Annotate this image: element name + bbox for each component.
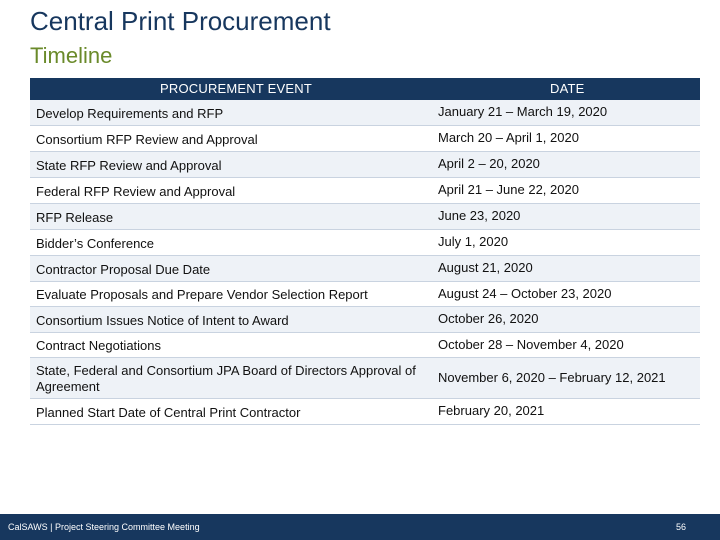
table-header [30,78,700,100]
date-cell: October 26, 2020 [438,311,539,326]
table-row [30,126,700,152]
date-cell: August 24 – October 23, 2020 [438,286,612,301]
page-number: 56 [675,522,686,532]
date-cell: February 20, 2021 [438,403,545,418]
table-row [30,399,700,425]
footer-meeting-label: CalSAWS | Project Steering Committee Meeting [8,522,200,532]
footer-bar [0,514,720,540]
event-cell: Bidder’s Conference [36,236,155,251]
table-row [30,152,700,178]
table-row [30,333,700,358]
event-cell: Contractor Proposal Due Date [36,262,211,277]
slide-title: Central Print Procurement [30,6,331,36]
timeline-table [30,100,700,425]
table-row [30,204,700,230]
table-row [30,256,700,282]
table-row [30,307,700,333]
event-cell: RFP Release [36,210,114,225]
event-cell: Contract Negotiations [36,338,162,353]
event-cell: Planned Start Date of Central Print Contractor [36,405,301,420]
slide-subtitle: Timeline [30,43,113,68]
event-cell: Evaluate Proposals and Prepare Vendor Selection Report [36,287,368,302]
date-cell: June 23, 2020 [438,208,521,223]
event-cell: Develop Requirements and RFP [36,106,224,121]
header-procurement-event: PROCUREMENT EVENT [160,81,312,96]
event-cell: Federal RFP Review and Approval [36,184,236,199]
table-row [30,358,700,399]
table-row [30,100,700,126]
date-cell: March 20 – April 1, 2020 [438,130,579,145]
table-row [30,178,700,204]
date-cell: July 1, 2020 [438,234,509,249]
date-cell: November 6, 2020 – February 12, 2021 [438,370,666,385]
event-cell: State RFP Review and Approval [36,158,222,173]
table-row [30,282,700,307]
date-cell: August 21, 2020 [438,260,533,275]
date-cell: October 28 – November 4, 2020 [438,337,624,352]
event-cell: Consortium RFP Review and Approval [36,132,258,147]
header-date: DATE [550,81,585,96]
table-row [30,230,700,256]
date-cell: April 2 – 20, 2020 [438,156,540,171]
date-cell: January 21 – March 19, 2020 [438,104,608,119]
event-cell: Consortium Issues Notice of Intent to Award [36,313,289,328]
date-cell: April 21 – June 22, 2020 [438,182,579,197]
event-cell: State, Federal and Consortium JPA Board of Directors Approval of Agreement [36,363,416,394]
